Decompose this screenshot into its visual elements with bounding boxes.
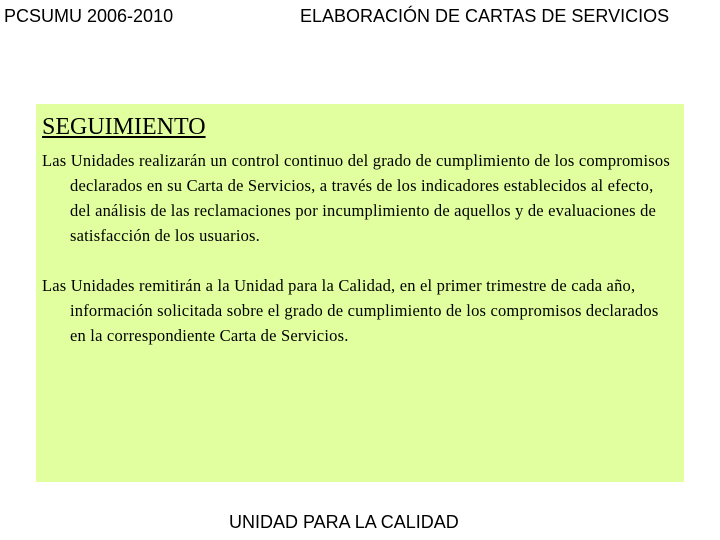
header-program-label: PCSUMU 2006-2010 [4,6,174,26]
paragraph-submission: Las Unidades remitirán a la Unidad para la Calidad, en el primer trimestre de cada año, información solicitada sobre el grado de cumplimiento de los compromisos declarados en la correspondiente Carta de Servicios. [42,276,659,345]
paragraph-control: Las Unidades realizarán un control continuo del grado de cumplimiento de los compromisos declarados en su Carta de Servicios, a través de los indicadores establecidos al efecto, del análisis de las reclamaciones por incumplimiento de aquellos y de evaluaciones de satisfacción de los usuarios. [42,151,670,245]
header-document-title: ELABORACIÓN DE CARTAS DE SERVICIOS [300,6,670,26]
content-panel [36,104,684,482]
footer-unit-name: UNIDAD PARA LA CALIDAD [229,512,459,532]
section-title: SEGUIMIENTO [42,114,206,140]
